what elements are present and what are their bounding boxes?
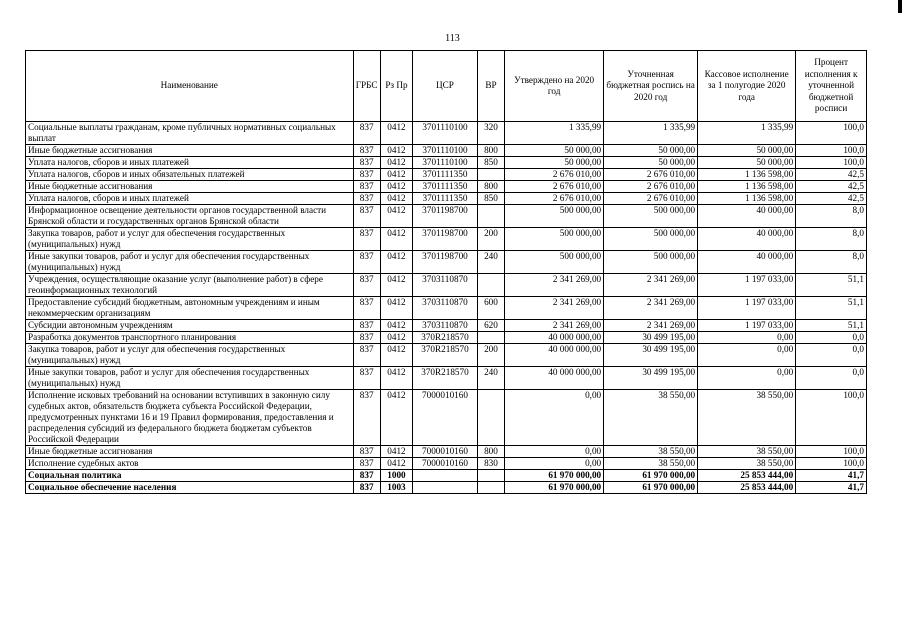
cell-percent: 51,1 <box>796 297 867 320</box>
cell-cash: 38 550,00 <box>698 446 796 458</box>
cell-approved: 0,00 <box>505 446 604 458</box>
cell-approved: 61 970 000,00 <box>505 482 604 494</box>
cell-percent: 41,7 <box>796 482 867 494</box>
cell-percent: 42,5 <box>796 193 867 205</box>
cell-rzpr: 0412 <box>380 390 412 446</box>
cell-percent: 100,0 <box>796 122 867 145</box>
cell-percent: 100,0 <box>796 446 867 458</box>
cell-name: Субсидии автономным учреждениям <box>26 320 354 332</box>
cell-approved: 50 000,00 <box>505 145 604 157</box>
cell-rzpr: 0412 <box>380 193 412 205</box>
cell-percent: 100,0 <box>796 157 867 169</box>
cell-rzpr: 0412 <box>380 251 412 274</box>
cell-vr: 830 <box>477 458 504 470</box>
cell-name: Закупка товаров, работ и услуг для обеспечения государственных (муниципальных) нужд <box>26 344 354 367</box>
cell-csr: 3701110100 <box>413 157 478 169</box>
cell-cash: 0,00 <box>698 367 796 390</box>
cell-percent: 0,0 <box>796 332 867 344</box>
cell-csr: 3701110100 <box>413 122 478 145</box>
cell-approved: 50 000,00 <box>505 157 604 169</box>
cell-vr: 850 <box>477 157 504 169</box>
cell-name: Уплата налогов, сборов и иных платежей <box>26 193 354 205</box>
table-body <box>26 122 867 494</box>
cell-cash: 0,00 <box>698 344 796 367</box>
table-row <box>26 446 867 458</box>
cell-rzpr: 0412 <box>380 297 412 320</box>
table-row <box>26 482 867 494</box>
cell-name: Социальная политика <box>26 470 354 482</box>
cell-vr: 320 <box>477 122 504 145</box>
table-row <box>26 332 867 344</box>
cell-csr: 3701111350 <box>413 169 478 181</box>
cell-grbs: 837 <box>353 205 380 228</box>
cell-approved: 61 970 000,00 <box>505 470 604 482</box>
cell-name: Информационное освещение деятельности органов государственной власти Брянской области и государственных органов Брянской области <box>26 205 354 228</box>
cell-grbs: 837 <box>353 332 380 344</box>
cell-percent: 8,0 <box>796 251 867 274</box>
cell-vr: 200 <box>477 228 504 251</box>
cell-grbs: 837 <box>353 344 380 367</box>
cell-approved: 0,00 <box>505 390 604 446</box>
cell-vr: 800 <box>477 181 504 193</box>
cell-approved: 2 341 269,00 <box>505 297 604 320</box>
cell-cash: 1 136 598,00 <box>698 169 796 181</box>
cell-approved: 2 341 269,00 <box>505 274 604 297</box>
table-row <box>26 205 867 228</box>
cell-approved: 2 341 269,00 <box>505 320 604 332</box>
cell-percent: 51,1 <box>796 320 867 332</box>
header-rzpr: Рз Пр <box>380 51 412 122</box>
table-row <box>26 367 867 390</box>
cell-csr: 3701198700 <box>413 251 478 274</box>
cell-cash: 38 550,00 <box>698 390 796 446</box>
cell-cash: 25 853 444,00 <box>698 482 796 494</box>
header-refined: Уточненная бюджетная роспись на 2020 год <box>604 51 698 122</box>
cell-vr <box>477 482 504 494</box>
cell-rzpr: 0412 <box>380 274 412 297</box>
cell-grbs: 837 <box>353 145 380 157</box>
cell-percent: 42,5 <box>796 169 867 181</box>
cell-name: Иные бюджетные ассигнования <box>26 446 354 458</box>
cell-grbs: 837 <box>353 122 380 145</box>
cell-rzpr: 0412 <box>380 320 412 332</box>
cell-cash: 1 136 598,00 <box>698 181 796 193</box>
cell-approved: 1 335,99 <box>505 122 604 145</box>
cell-vr: 800 <box>477 145 504 157</box>
page-number: 113 <box>445 33 460 44</box>
cell-rzpr: 0412 <box>380 228 412 251</box>
cell-name: Учреждения, осуществляющие оказание услуг (выполнение работ) в сфере геоинформационных технологий <box>26 274 354 297</box>
cell-name: Исполнение исковых требований на основании вступивших в законную силу судебных актов, обязательств бюджета субъекта Российской Федерации, предусмотренных пунктами 16 и 19 Правил формирования, предоставления и распределения субсидий из федерального бюджета бюджетам субъектов Российской Федерации <box>26 390 354 446</box>
cell-cash: 50 000,00 <box>698 145 796 157</box>
cell-grbs: 837 <box>353 458 380 470</box>
cell-cash: 1 197 033,00 <box>698 297 796 320</box>
table-row <box>26 157 867 169</box>
cell-name: Иные закупки товаров, работ и услуг для обеспечения государственных (муниципальных) нужд <box>26 367 354 390</box>
cell-rzpr: 0412 <box>380 122 412 145</box>
cell-grbs: 837 <box>353 320 380 332</box>
cell-name: Закупка товаров, работ и услуг для обеспечения государственных (муниципальных) нужд <box>26 228 354 251</box>
cell-approved: 0,00 <box>505 458 604 470</box>
cell-grbs: 837 <box>353 181 380 193</box>
cell-grbs: 837 <box>353 482 380 494</box>
cell-grbs: 837 <box>353 193 380 205</box>
cell-vr: 600 <box>477 297 504 320</box>
cell-csr: 7000010160 <box>413 458 478 470</box>
cell-refined: 500 000,00 <box>604 205 698 228</box>
cell-rzpr: 1003 <box>380 482 412 494</box>
cell-approved: 40 000 000,00 <box>505 332 604 344</box>
cell-rzpr: 1000 <box>380 470 412 482</box>
cell-csr: 3701110100 <box>413 145 478 157</box>
cell-csr: 3701111350 <box>413 181 478 193</box>
cell-csr: 3703110870 <box>413 320 478 332</box>
cell-refined: 38 550,00 <box>604 458 698 470</box>
header-cash: Кассовое исполнение за 1 полугодие 2020 года <box>698 51 796 122</box>
header-grbs: ГРБС <box>353 51 380 122</box>
cell-csr: 3701111350 <box>413 193 478 205</box>
cell-refined: 500 000,00 <box>604 251 698 274</box>
cell-csr: 7000010160 <box>413 390 478 446</box>
cell-name: Иные закупки товаров, работ и услуг для обеспечения государственных (муниципальных) нужд <box>26 251 354 274</box>
cell-name: Иные бюджетные ассигнования <box>26 145 354 157</box>
cell-percent: 0,0 <box>796 367 867 390</box>
cell-csr: 3701198700 <box>413 205 478 228</box>
cell-percent: 8,0 <box>796 205 867 228</box>
cell-csr: 3701198700 <box>413 228 478 251</box>
cell-name: Иные бюджетные ассигнования <box>26 181 354 193</box>
cell-cash: 1 335,99 <box>698 122 796 145</box>
header-name: Наименование <box>26 51 354 122</box>
cell-approved: 2 676 010,00 <box>505 169 604 181</box>
cell-refined: 61 970 000,00 <box>604 470 698 482</box>
cell-cash: 38 550,00 <box>698 458 796 470</box>
header-row <box>26 51 867 122</box>
table-row <box>26 193 867 205</box>
table-row <box>26 145 867 157</box>
cell-vr: 800 <box>477 446 504 458</box>
cell-percent: 0,0 <box>796 344 867 367</box>
cell-cash: 40 000,00 <box>698 205 796 228</box>
header-vr: ВР <box>477 51 504 122</box>
cell-percent: 41,7 <box>796 470 867 482</box>
cell-rzpr: 0412 <box>380 205 412 228</box>
cell-percent: 100,0 <box>796 458 867 470</box>
cell-vr <box>477 274 504 297</box>
cell-grbs: 837 <box>353 446 380 458</box>
cell-vr <box>477 470 504 482</box>
cell-refined: 1 335,99 <box>604 122 698 145</box>
cell-csr: 370R218570 <box>413 367 478 390</box>
cell-grbs: 837 <box>353 367 380 390</box>
cell-rzpr: 0412 <box>380 367 412 390</box>
cell-rzpr: 0412 <box>380 181 412 193</box>
cell-csr: 370R218570 <box>413 332 478 344</box>
cell-grbs: 837 <box>353 390 380 446</box>
cell-approved: 40 000 000,00 <box>505 367 604 390</box>
cell-grbs: 837 <box>353 470 380 482</box>
cell-vr: 620 <box>477 320 504 332</box>
cell-cash: 0,00 <box>698 332 796 344</box>
cell-cash: 1 136 598,00 <box>698 193 796 205</box>
cell-approved: 500 000,00 <box>505 205 604 228</box>
cell-rzpr: 0412 <box>380 332 412 344</box>
cell-csr: 7000010160 <box>413 446 478 458</box>
cell-refined: 2 341 269,00 <box>604 320 698 332</box>
cell-name: Социальные выплаты гражданам, кроме публичных нормативных социальных выплат <box>26 122 354 145</box>
cell-vr <box>477 332 504 344</box>
table-row <box>26 297 867 320</box>
cell-vr: 240 <box>477 367 504 390</box>
cell-percent: 51,1 <box>796 274 867 297</box>
cell-refined: 30 499 195,00 <box>604 344 698 367</box>
cell-rzpr: 0412 <box>380 446 412 458</box>
header-csr: ЦСР <box>413 51 478 122</box>
cell-vr: 240 <box>477 251 504 274</box>
cell-vr: 200 <box>477 344 504 367</box>
budget-table <box>25 50 867 494</box>
cell-name: Разработка документов транспортного планирования <box>26 332 354 344</box>
cell-refined: 30 499 195,00 <box>604 367 698 390</box>
cell-rzpr: 0412 <box>380 157 412 169</box>
table-row <box>26 470 867 482</box>
cell-refined: 30 499 195,00 <box>604 332 698 344</box>
cell-refined: 50 000,00 <box>604 145 698 157</box>
table-row <box>26 390 867 446</box>
cell-vr <box>477 205 504 228</box>
cell-name: Уплата налогов, сборов и иных обязательных платежей <box>26 169 354 181</box>
cell-cash: 1 197 033,00 <box>698 320 796 332</box>
header-approved: Утверждено на 2020 год <box>505 51 604 122</box>
cell-name: Социальное обеспечение населения <box>26 482 354 494</box>
cell-refined: 2 676 010,00 <box>604 169 698 181</box>
cell-cash: 1 197 033,00 <box>698 274 796 297</box>
cell-approved: 2 676 010,00 <box>505 181 604 193</box>
cell-refined: 2 341 269,00 <box>604 297 698 320</box>
table-row <box>26 458 867 470</box>
cell-approved: 500 000,00 <box>505 228 604 251</box>
cell-approved: 40 000 000,00 <box>505 344 604 367</box>
cell-rzpr: 0412 <box>380 145 412 157</box>
cell-cash: 50 000,00 <box>698 157 796 169</box>
cell-vr: 850 <box>477 193 504 205</box>
cell-cash: 25 853 444,00 <box>698 470 796 482</box>
cell-refined: 2 676 010,00 <box>604 193 698 205</box>
table-row <box>26 228 867 251</box>
table-row <box>26 320 867 332</box>
cell-vr <box>477 390 504 446</box>
cell-cash: 40 000,00 <box>698 228 796 251</box>
cell-refined: 38 550,00 <box>604 446 698 458</box>
cell-vr <box>477 169 504 181</box>
cell-rzpr: 0412 <box>380 169 412 181</box>
cell-name: Уплата налогов, сборов и иных платежей <box>26 157 354 169</box>
cell-grbs: 837 <box>353 297 380 320</box>
cell-percent: 42,5 <box>796 181 867 193</box>
cell-percent: 100,0 <box>796 145 867 157</box>
table-row <box>26 122 867 145</box>
cell-grbs: 837 <box>353 228 380 251</box>
cell-refined: 500 000,00 <box>604 228 698 251</box>
cell-refined: 38 550,00 <box>604 390 698 446</box>
cell-csr: 3703110870 <box>413 274 478 297</box>
cell-grbs: 837 <box>353 157 380 169</box>
cell-csr: 370R218570 <box>413 344 478 367</box>
cell-approved: 500 000,00 <box>505 251 604 274</box>
cell-rzpr: 0412 <box>380 344 412 367</box>
table-row <box>26 251 867 274</box>
table-row <box>26 344 867 367</box>
cell-grbs: 837 <box>353 169 380 181</box>
cell-name: Предоставление субсидий бюджетным, автономным учреждениям и иным некоммерческим организациям <box>26 297 354 320</box>
table-row <box>26 169 867 181</box>
cell-grbs: 837 <box>353 274 380 297</box>
cell-refined: 50 000,00 <box>604 157 698 169</box>
cell-grbs: 837 <box>353 251 380 274</box>
header-percent: Процент исполнения к уточненной бюджетной росписи <box>796 51 867 122</box>
cell-name: Исполнение судебных актов <box>26 458 354 470</box>
edge-mark <box>898 0 902 13</box>
cell-refined: 61 970 000,00 <box>604 482 698 494</box>
cell-refined: 2 676 010,00 <box>604 181 698 193</box>
cell-refined: 2 341 269,00 <box>604 274 698 297</box>
table-row <box>26 181 867 193</box>
cell-percent: 100,0 <box>796 390 867 446</box>
table-row <box>26 274 867 297</box>
cell-cash: 40 000,00 <box>698 251 796 274</box>
cell-csr <box>413 482 478 494</box>
cell-approved: 2 676 010,00 <box>505 193 604 205</box>
cell-csr: 3703110870 <box>413 297 478 320</box>
cell-rzpr: 0412 <box>380 458 412 470</box>
cell-csr <box>413 470 478 482</box>
cell-percent: 8,0 <box>796 228 867 251</box>
